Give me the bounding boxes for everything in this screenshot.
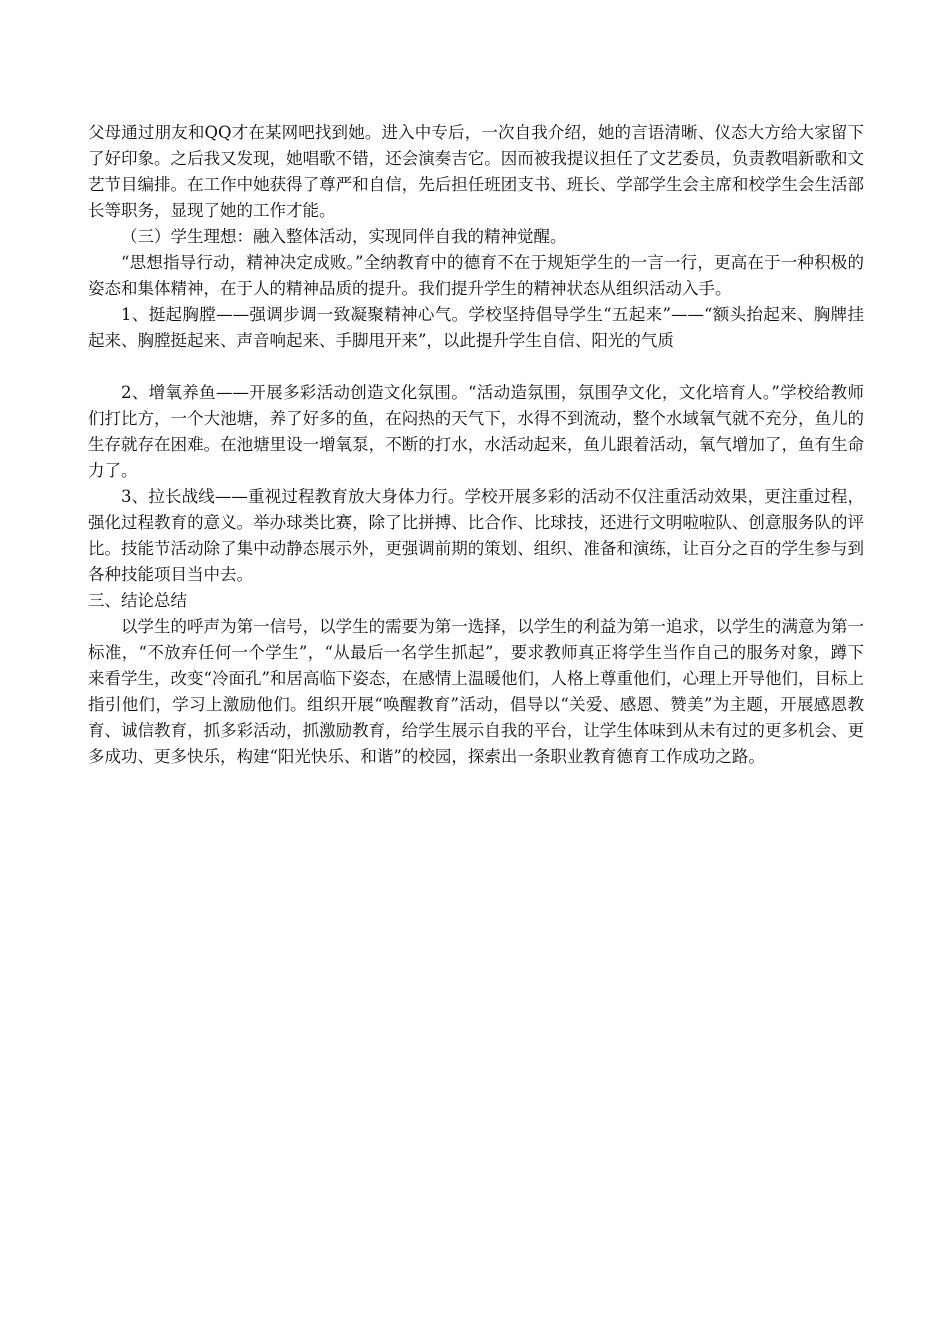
paragraph-thought-guides-action: “思想指导行动，精神决定成败。”全纳教育中的德育不在于规矩学生的一言一行，更高在于一种积极的姿态和集体精神，在于人的精神品质的提升。我们提升学生的精神状态从组织活动入手。 [88, 253, 864, 298]
paragraph-item-2: 2、增氧养鱼——开展多彩活动创造文化氛围。“活动造氛围，氛围孕文化，文化培育人。”学校给教师们打比方，一个大池塘，养了好多的鱼，在闷热的天气下，水得不到流动，整个水域氧气就不充分，鱼儿的生存就存在困难。在池塘里设一增氧泵，不断的打水，水活动起来，鱼儿跟着活动，氧气增加了，鱼有生命力了。 [88, 383, 864, 480]
paragraph-item-1: 1、挺起胸膛——强调步调一致凝聚精神心气。学校坚持倡导学生“五起来”——“额头抬起来、胸牌挂起来、胸膛挺起来、声音响起来、手脚甩开来”，以此提升学生自信、阳光的气质 [88, 305, 864, 350]
paragraph-conclusion: 以学生的呼声为第一信号，以学生的需要为第一选择，以学生的利益为第一追求，以学生的满意为第一标准，“不放弃任何一个学生”，“从最后一名学生抓起”，要求教师真正将学生当作自己的服务对象，蹲下来看学生，改变“冷面孔”和居高临下姿态，在感情上温暖他们，人格上尊重他们，心理上开导他们，目标上指引他们，学习上激励他们。组织开展“唤醒教育”活动，倡导以“关爱、感恩、赞美”为主题，开展感恩教育、诚信教育，抓多彩活动，抓激励教育，给学生展示自我的平台，让学生体味到从未有过的更多机会、更多成功、更多快乐，构建“阳光快乐、和谐”的校园，探索出一条职业教育德育工作成功之路。 [88, 617, 864, 766]
section-heading-student-ideal: （三）学生理想：融入整体活动，实现同伴自我的精神觉醒。 [121, 227, 567, 246]
document-body [88, 120, 864, 770]
section-heading-conclusion: 三、结论总结 [88, 591, 187, 610]
paragraph-item-3: 3、拉长战线——重视过程教育放大身体力行。学校开展多彩的活动不仅注重活动效果，更注重过程，强化过程教育的意义。举办球类比赛，除了比拼搏、比合作、比球技，还进行文明啦啦队、创意服务队的评比。技能节活动除了集中动静态展示外，更强调前期的策划、组织、准备和演练，让百分之百的学生参与到各种技能项目当中去。 [88, 487, 864, 584]
paragraph-continuation: 父母通过朋友和QQ才在某网吧找到她。进入中专后，一次自我介绍，她的言语清晰、仪态大方给大家留下了好印象。之后我又发现，她唱歌不错，还会演奏吉它。因而被我提议担任了文艺委员，负责教唱新歌和文艺节目编排。在工作中她获得了尊严和自信，先后担任班团支书、班长、学部学生会主席和校学生会生活部长等职务，显现了她的工作才能。 [88, 123, 864, 220]
